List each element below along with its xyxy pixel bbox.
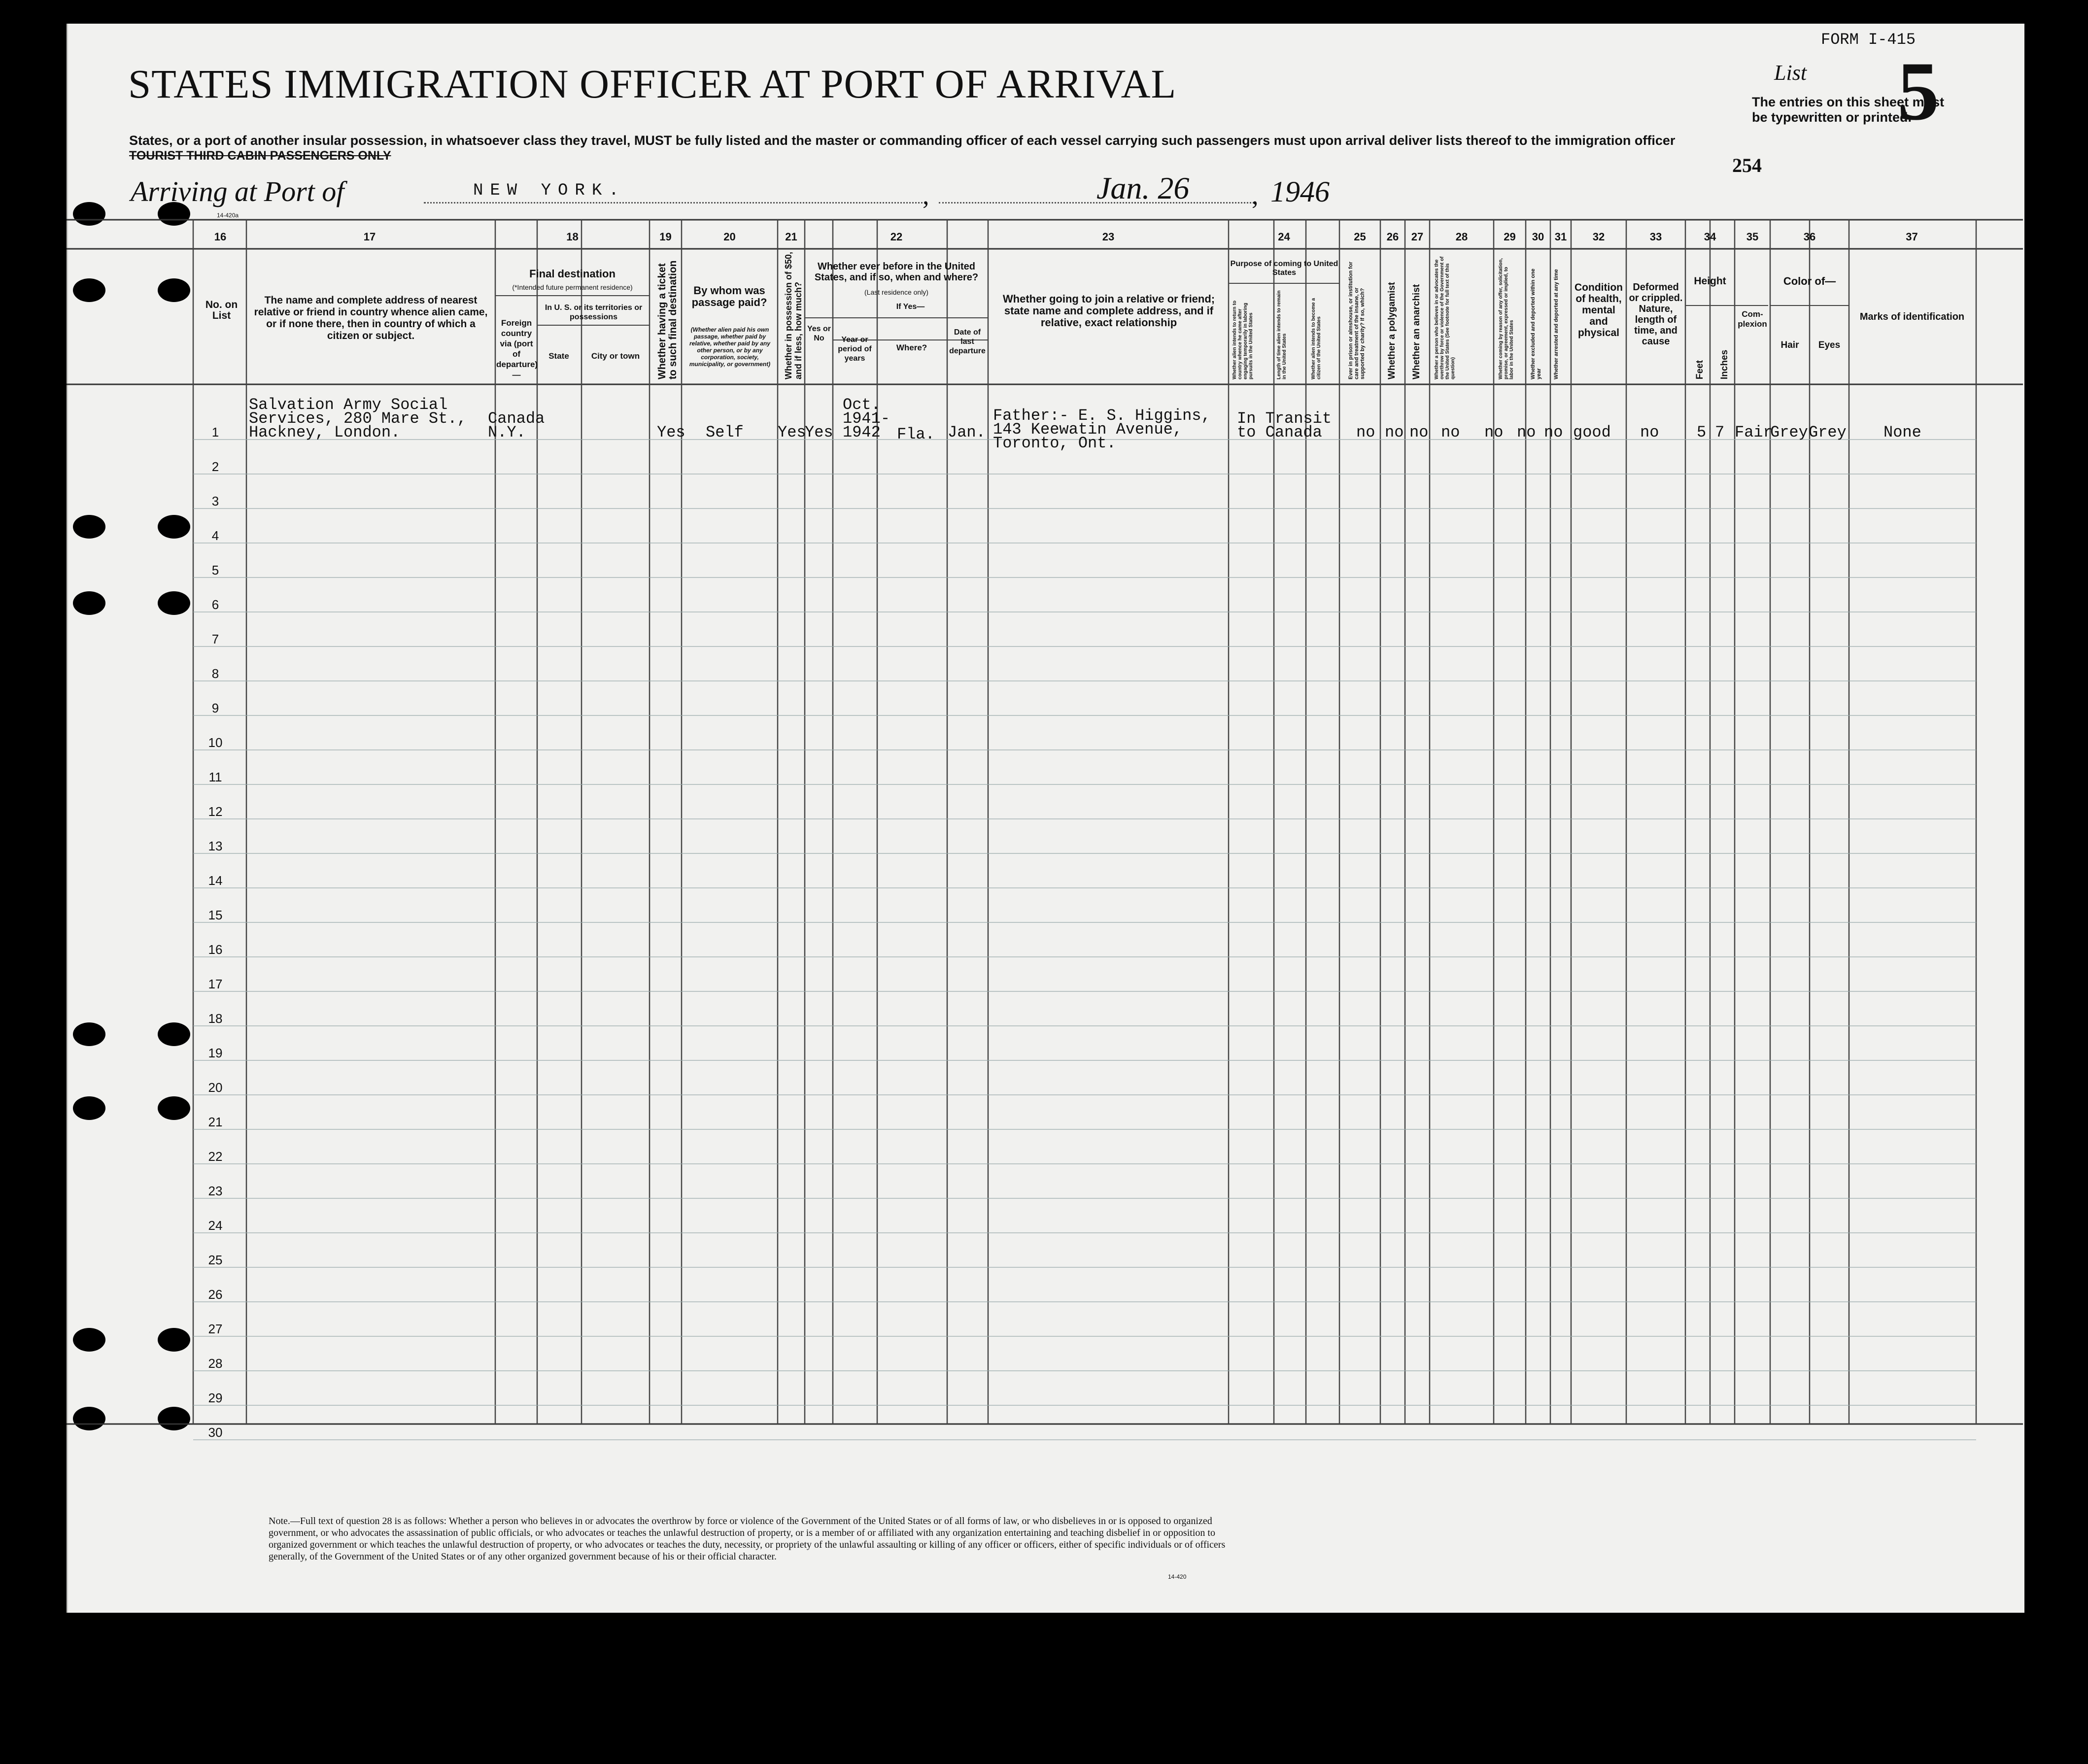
text-line: Father:- E. S. Higgins, <box>993 407 1211 425</box>
header-polygamist-text: Whether a polygamist <box>1387 282 1397 379</box>
header-feet <box>1695 360 1705 379</box>
column-number: 29 <box>1504 231 1516 243</box>
header-final-destination: Final destination <box>529 268 616 280</box>
header-year-period: Year or period of years <box>838 336 872 363</box>
form-code: 14-420a <box>217 212 239 219</box>
row-number: 13 <box>208 839 223 853</box>
row-number: 23 <box>208 1184 223 1198</box>
sheet-number: 254 <box>1732 154 1762 176</box>
form-number: FORM I-415 <box>1821 31 1916 49</box>
col29-value: no <box>1484 423 1504 441</box>
header-eyes: Eyes <box>1818 340 1841 350</box>
column-number: 19 <box>659 231 672 243</box>
feet-value: 5 <box>1697 423 1707 441</box>
header-complexion: Com-plexion <box>1738 309 1767 329</box>
col27-value: no <box>1409 423 1429 441</box>
text-line: Toronto, Ont. <box>993 434 1116 452</box>
arriving-label: Arriving at Port of <box>131 175 344 207</box>
col25-value: no <box>1356 423 1375 441</box>
header-state: State <box>548 351 569 361</box>
row-number: 11 <box>208 770 222 784</box>
text-line: to Canada <box>1237 423 1322 441</box>
column-number: 17 <box>363 231 376 243</box>
col31-value: no <box>1544 423 1563 441</box>
list-label: List <box>1774 61 1807 85</box>
column-number: 32 <box>1592 231 1605 243</box>
destination-country <box>488 409 545 441</box>
column-number: 22 <box>890 231 903 243</box>
header-height: Height <box>1694 275 1726 287</box>
header-ticket <box>657 251 679 379</box>
column-number: 25 <box>1354 231 1366 243</box>
header-inches <box>1720 350 1729 379</box>
typewritten-note-line: The entries on this sheet must <box>1752 95 1945 109</box>
text-line: Canada <box>488 409 545 428</box>
header-purpose-c-text: Whether alien intends to become a citizen of the United States <box>1311 298 1322 379</box>
before-where-value: Fla. <box>897 425 935 443</box>
row-number: 21 <box>208 1115 223 1129</box>
row-number: 3 <box>211 494 219 509</box>
row-number: 10 <box>208 735 223 750</box>
header-date-departure: Date of last departure <box>949 328 986 355</box>
col30-value: no <box>1517 423 1536 441</box>
row-number: 24 <box>208 1218 223 1233</box>
ticket-value: Yes <box>657 423 685 441</box>
header-excluded-text: Whether excluded and deported within one year <box>1530 269 1542 379</box>
purpose <box>1237 409 1332 441</box>
header-possession-50-text: Whether in possession of $50, and if less, how much? <box>784 251 803 379</box>
list-number: 5 <box>1897 45 1939 137</box>
header-polygamist <box>1387 251 1397 379</box>
row-number: 25 <box>208 1253 223 1267</box>
hair-value: Grey <box>1770 423 1808 441</box>
marks-value: None <box>1883 423 1921 441</box>
relative-address <box>249 398 467 440</box>
header-foreign-country: Foreign country via (port of departure)— <box>496 318 538 379</box>
page-title: STATES IMMIGRATION OFFICER AT PORT OF ARRIVAL <box>128 61 1177 106</box>
column-number: 27 <box>1411 231 1424 243</box>
column-number: 33 <box>1649 231 1662 243</box>
paid-by-value: Self <box>706 423 744 441</box>
header-passage-paid: By whom was passage paid? <box>691 284 767 308</box>
row-number: 26 <box>208 1287 223 1302</box>
header-marks: Marks of identification <box>1859 311 1965 322</box>
subtitle: States, or a port of another insular possession, in whatsoever class they travel, MUST be fully listed and the master or commanding officer of each vessel carrying such passengers must upon arrival deliver lists thereof to the immigration officer <box>129 133 1676 148</box>
header-anarchist <box>1412 251 1421 379</box>
row-number: 17 <box>208 977 223 991</box>
column-number: 16 <box>214 231 227 243</box>
header-prison-text: Ever in prison or almshouse, or institution for care and treatment of the insane, or supported by charity? If so, which? <box>1348 262 1366 379</box>
row-number: 16 <box>208 942 223 957</box>
header-purpose-b <box>1276 288 1287 379</box>
row-number: 14 <box>208 873 223 888</box>
eyes-value: Grey <box>1809 423 1847 441</box>
column-number: 30 <box>1532 231 1544 243</box>
header-question-28 <box>1434 256 1456 379</box>
column-number: 23 <box>1102 231 1115 243</box>
header-excluded <box>1530 256 1542 379</box>
column-number: 34 <box>1704 231 1716 243</box>
row-number: 19 <box>208 1046 223 1060</box>
row-number: 8 <box>211 666 219 681</box>
footnote-code: 14-420 <box>1168 1573 1187 1580</box>
header-final-destination-sub: (*Intended future permanent residence) <box>512 283 633 291</box>
header-yes-or-no: Yes or No <box>807 325 831 342</box>
deformed-value: no <box>1640 423 1659 441</box>
row-number: 15 <box>208 908 223 922</box>
header-purpose-a-text: Whether alien intends to return to country whence he came after engaging temporarily in laboring pursuits in the United States <box>1232 300 1254 379</box>
header-no-on-list: No. on List <box>205 299 238 321</box>
header-ever-before: Whether ever before in the United States, and if so, when and where? <box>814 261 979 283</box>
header-deformed: Deformed or crippled. Nature, length of time, and cause <box>1629 282 1683 347</box>
text-line: Services, 280 Mare St., <box>249 409 467 428</box>
column-number: 28 <box>1455 231 1468 243</box>
text-line: 143 Keewatin Avenue, <box>993 420 1183 439</box>
column-number: 31 <box>1554 231 1567 243</box>
complexion-value: Fair <box>1735 423 1773 441</box>
before-departure-value: Jan. <box>948 423 986 441</box>
row-number: 7 <box>211 632 219 646</box>
column-number: 24 <box>1278 231 1290 243</box>
text-line: N.Y. <box>488 423 526 441</box>
inches-value: 7 <box>1715 423 1725 441</box>
header-arrested <box>1553 256 1559 379</box>
header-nearest-relative: The name and complete address of nearest relative or friend in country whence alien came, or if none there, then in country of which a citizen or subject. <box>254 295 488 341</box>
row-number: 27 <box>208 1322 223 1336</box>
column-number: 18 <box>566 231 579 243</box>
header-arrested-text: Whether arrested and deported at any time <box>1553 269 1559 379</box>
column-number: 37 <box>1906 231 1918 243</box>
row-number: 5 <box>211 563 219 577</box>
header-health: Condition of health, mental and physical <box>1575 282 1623 339</box>
arrival-date: Jan. 26 <box>1096 170 1190 205</box>
has-50-value: Yes <box>778 423 806 441</box>
column-number: 26 <box>1386 231 1399 243</box>
text-line: Oct. <box>843 396 881 414</box>
row-number: 22 <box>208 1149 223 1164</box>
header-inches-text: Inches <box>1719 349 1730 379</box>
before-yes-no-value: Yes <box>805 423 833 441</box>
header-passage-paid-note: (Whether alien paid his own passage, whether paid by relative, whether paid by any other person, or by any corporation, society, municipality, or government) <box>689 326 771 368</box>
row-number: 12 <box>208 804 223 819</box>
before-years <box>843 398 890 440</box>
passenger-class-line: TOURIST THIRD CABIN PASSENGERS ONLY <box>129 149 391 163</box>
header-ever-before-sub: (Last residence only) <box>864 288 928 296</box>
header-anarchist-text: Whether an anarchist <box>1411 284 1422 379</box>
column-number: 35 <box>1746 231 1759 243</box>
text-line: Salvation Army Social <box>249 396 448 414</box>
header-labor-offer <box>1498 256 1514 379</box>
header-purpose: Purpose of coming to United States <box>1230 260 1338 277</box>
arrival-year: 1946 <box>1270 175 1330 208</box>
typewritten-note-line: be typewritten or printed. <box>1752 110 1912 125</box>
row-number: 29 <box>208 1391 223 1405</box>
header-purpose-a <box>1232 288 1254 379</box>
header-question-28-text: Whether a person who believes in or advocates the overthrow by force or violence of the Government of the United States (See footnote for full text of this question) <box>1434 256 1456 379</box>
header-in-us: In U. S. or its territories or possessions <box>545 304 643 321</box>
header-labor-offer-text: Whether coming by reason of any offer, solicitation, promise, or agreement, expressed or implied, to labor in the United States <box>1498 258 1514 379</box>
footnote: Note.—Full text of question 28 is as follows: Whether a person who believes in or advocates the overthrow by force or violence of the Government of the United States or of all forms of law, or who disbelieves in or is opposed to organized government, or who advocates the assassination of public officials, or who advocates or teaches the unlawful destruction of property, or is a member of or affiliated with any organization entertaining and teaching disbelief in or opposition to organized government or which teaches the unlawful destruction of property, or who advocates or teaches the duty, necessity, or propriety of the unlawful assaulting or killing of any officer or officers, either of specific individuals or of officers generally, of the Government of the United States or of any other organized government because of his or their official character. <box>269 1516 1226 1562</box>
header-feet-text: Feet <box>1695 360 1705 379</box>
column-number: 20 <box>723 231 736 243</box>
comma: , <box>1252 180 1259 210</box>
header-hair: Hair <box>1780 340 1799 350</box>
header-color-of: Color of— <box>1783 275 1836 287</box>
header-purpose-b-text: Length of time alien intends to remain in the United States <box>1276 290 1287 379</box>
header-where: Where? <box>896 343 927 352</box>
col26-value: no <box>1385 423 1404 441</box>
row-number: 18 <box>208 1011 223 1026</box>
header-city-or-town: City or town <box>591 351 640 361</box>
text-line: 1941- <box>843 409 890 428</box>
header-purpose-c <box>1311 288 1322 379</box>
col28-value: no <box>1441 423 1460 441</box>
row-number: 6 <box>211 597 219 612</box>
text-line: 1942 <box>843 423 881 441</box>
header-possession-50 <box>784 251 803 379</box>
row-number: 20 <box>208 1080 223 1095</box>
header-prison <box>1348 261 1366 379</box>
row-number: 9 <box>211 701 219 715</box>
health-value: good <box>1573 423 1611 441</box>
port-value: NEW YORK. <box>473 181 626 200</box>
column-number: 36 <box>1803 231 1816 243</box>
column-number: 21 <box>785 231 797 243</box>
row-number: 2 <box>211 459 219 474</box>
row-number: 1 <box>211 425 219 440</box>
header-ticket-text: Whether having a ticket to such final destination <box>656 260 679 379</box>
comma: , <box>923 180 929 210</box>
text-line: In Transit <box>1237 409 1332 428</box>
row-number: 4 <box>211 528 219 543</box>
row-number: 30 <box>208 1425 223 1440</box>
text-line: Hackney, London. <box>249 423 401 441</box>
join-relative <box>993 409 1211 450</box>
row-number: 28 <box>208 1356 223 1371</box>
header-join-relative: Whether going to join a relative or friend; state name and complete address, and if relative, exact relationship <box>1002 293 1215 329</box>
header-if-yes: If Yes— <box>896 303 925 311</box>
